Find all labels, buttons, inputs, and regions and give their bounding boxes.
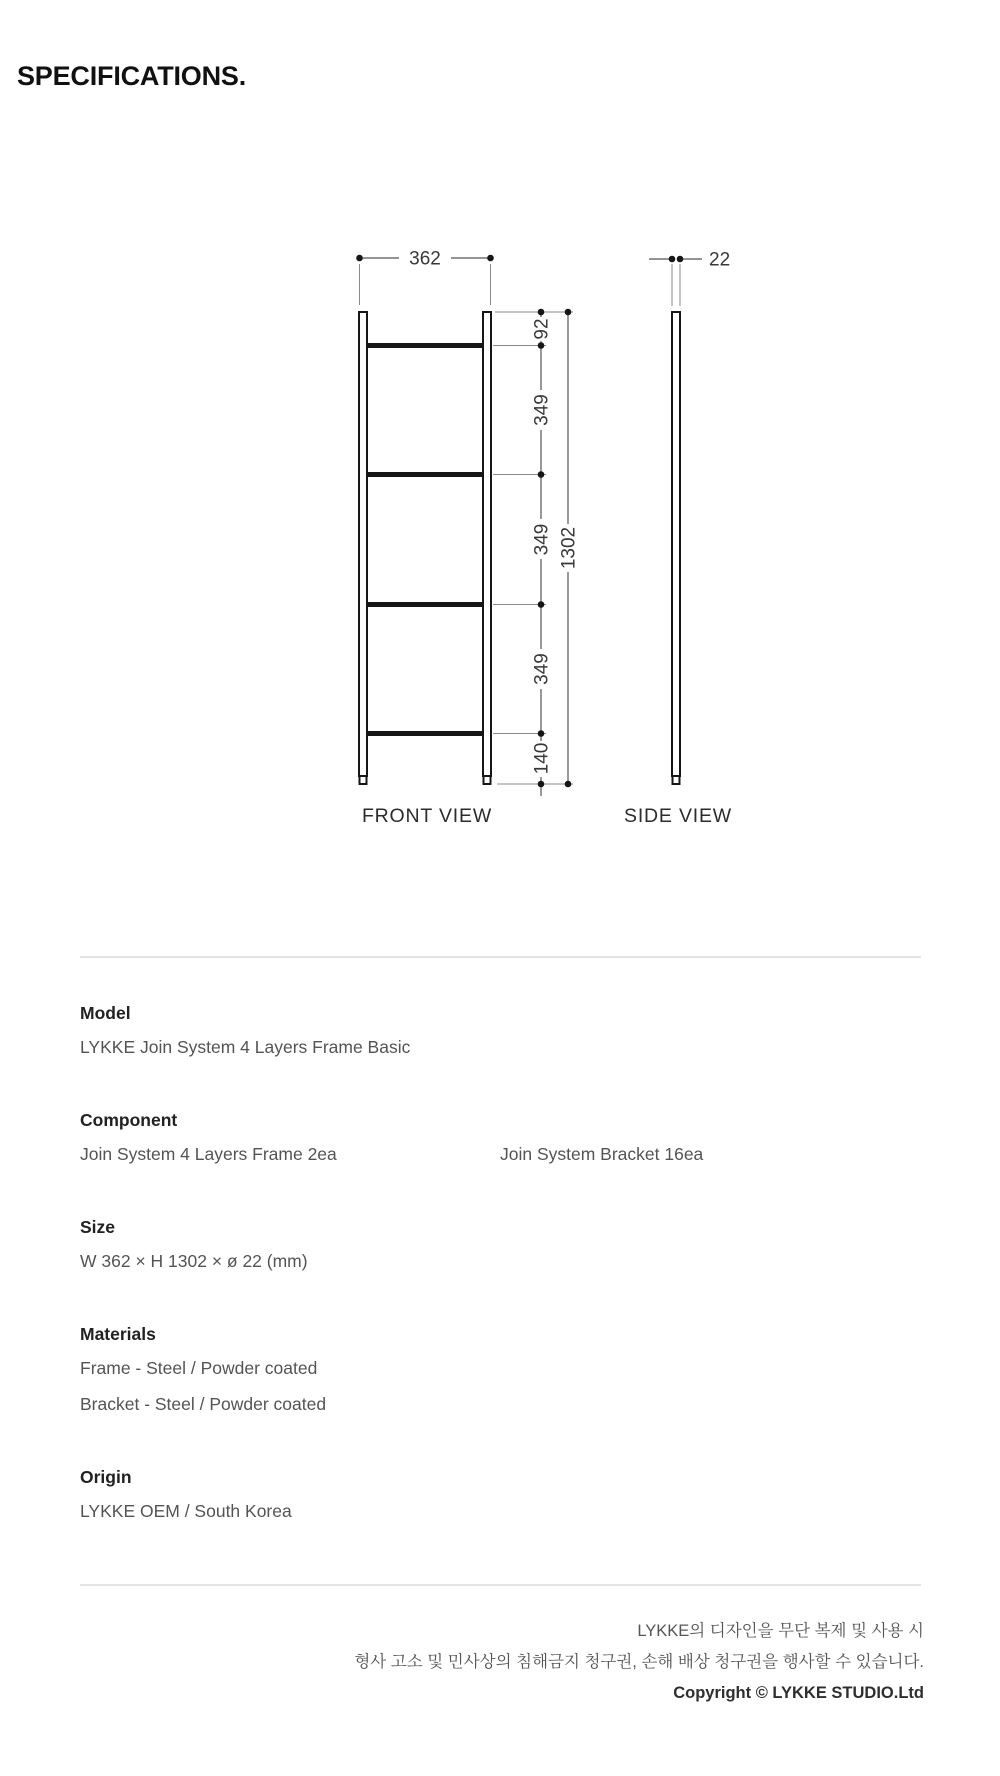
dim-dot bbox=[356, 255, 363, 262]
dim-dot bbox=[669, 256, 676, 263]
side-view bbox=[624, 250, 732, 828]
spec-section-model bbox=[80, 1003, 925, 1057]
legal-line-2: 형사 고소 및 민사상의 침해금지 청구권, 손해 배상 청구권을 행사할 수 있습니다. bbox=[354, 1653, 924, 1671]
technical-drawing bbox=[0, 0, 1000, 860]
specifications-list bbox=[80, 1003, 925, 1574]
divider-top bbox=[80, 956, 921, 958]
right-post bbox=[483, 312, 491, 776]
legal-line-1: LYKKE의 디자인을 무단 복제 및 사용 시 bbox=[637, 1622, 924, 1640]
segment-dim-92: 92 bbox=[531, 318, 553, 340]
front-width-dimension bbox=[356, 249, 494, 306]
left-post bbox=[359, 312, 367, 776]
rung-2 bbox=[366, 472, 484, 477]
segment-dim-349-3: 349 bbox=[531, 653, 553, 685]
component-frame-qty: Join System 4 Layers Frame 2ea bbox=[80, 1144, 337, 1164]
legal-notice bbox=[354, 1616, 924, 1709]
dim-dot bbox=[538, 471, 545, 478]
spec-section-size bbox=[80, 1217, 925, 1271]
spec-heading-materials: Materials bbox=[80, 1324, 156, 1344]
left-foot bbox=[360, 776, 367, 784]
dim-dot bbox=[538, 601, 545, 608]
dim-dot bbox=[538, 730, 545, 737]
overall-height-dim: 1302 bbox=[558, 526, 580, 570]
front-width-value: 362 bbox=[409, 248, 441, 270]
dim-dot bbox=[565, 309, 572, 316]
component-bracket-qty: Join System Bracket 16ea bbox=[500, 1144, 704, 1164]
spec-value-materials-frame: Frame - Steel / Powder coated bbox=[80, 1358, 318, 1378]
spec-section-component bbox=[80, 1110, 925, 1164]
front-view-label: FRONT VIEW bbox=[361, 805, 493, 827]
spec-heading-origin: Origin bbox=[80, 1467, 132, 1487]
rung-3 bbox=[366, 602, 484, 607]
divider-bottom bbox=[80, 1584, 921, 1586]
spec-heading-component: Component bbox=[80, 1110, 178, 1130]
segment-dim-349-2: 349 bbox=[531, 523, 553, 556]
spec-value-size: W 362 × H 1302 × ø 22 (mm) bbox=[80, 1251, 308, 1271]
rung-1 bbox=[366, 343, 484, 348]
side-width-dimension bbox=[649, 250, 730, 307]
spec-section-materials bbox=[80, 1324, 925, 1414]
spec-heading-model: Model bbox=[80, 1003, 131, 1023]
side-diameter-value: 22 bbox=[709, 249, 731, 271]
spec-value-model: LYKKE Join System 4 Layers Frame Basic bbox=[80, 1037, 411, 1057]
right-foot bbox=[484, 776, 491, 784]
dim-dot bbox=[565, 781, 572, 788]
spec-heading-size: Size bbox=[80, 1217, 116, 1237]
segment-dim-140: 140 bbox=[531, 742, 553, 775]
height-dimension-chain bbox=[493, 309, 580, 796]
dim-dot bbox=[538, 309, 545, 316]
spec-value-component bbox=[80, 1144, 925, 1164]
page-title: SPECIFICATIONS. bbox=[17, 61, 247, 91]
copyright-line: Copyright © LYKKE STUDIO.Ltd bbox=[673, 1684, 924, 1702]
dim-dot bbox=[538, 342, 545, 349]
spec-value-materials-bracket: Bracket - Steel / Powder coated bbox=[80, 1394, 327, 1414]
spec-value-origin: LYKKE OEM / South Korea bbox=[80, 1501, 292, 1521]
dim-dot bbox=[487, 255, 494, 262]
dim-dot bbox=[538, 781, 545, 788]
rung-4 bbox=[366, 731, 484, 736]
spec-section-origin bbox=[80, 1467, 925, 1521]
front-view bbox=[356, 249, 579, 828]
dim-dot bbox=[677, 256, 684, 263]
side-foot bbox=[673, 776, 680, 784]
segment-dim-349-1: 349 bbox=[531, 394, 553, 426]
side-view-label: SIDE VIEW bbox=[624, 805, 732, 827]
side-post bbox=[672, 312, 680, 776]
